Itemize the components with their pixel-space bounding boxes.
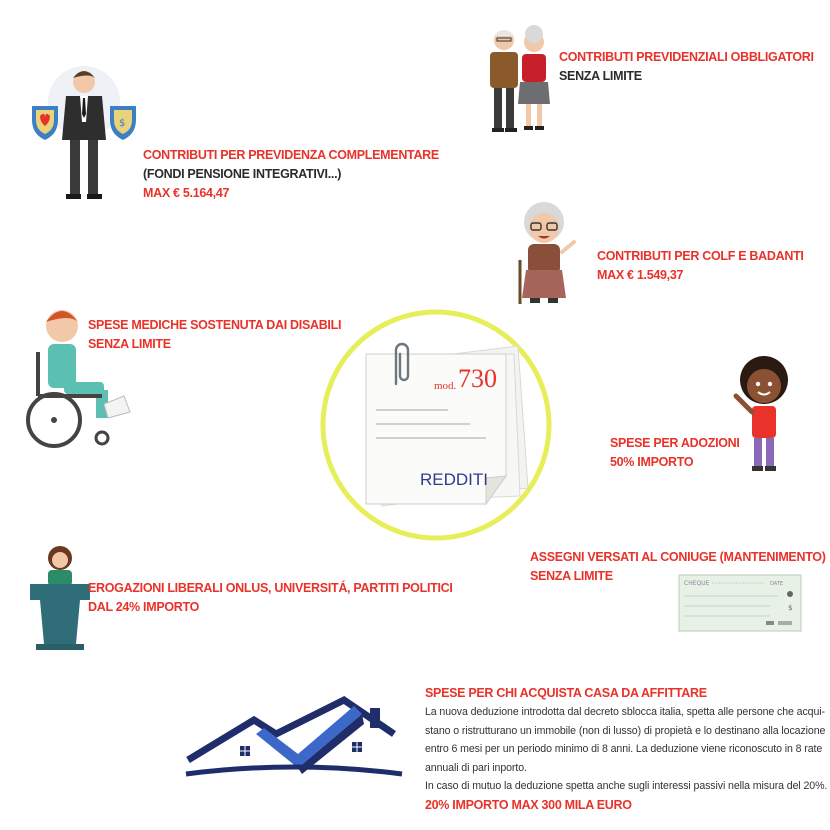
coniuge-limit: SENZA LIMITE [530, 569, 613, 583]
erogazioni-limit: DAL 24% IMPORTO [88, 600, 200, 614]
complementare-subtitle: (FONDI PENSIONE INTEGRATIVI...) [143, 167, 342, 181]
center-circle [318, 306, 558, 546]
previdenziali-title: CONTRIBUTI PREVIDENZIALI OBBLIGATORI [559, 50, 814, 64]
item-complementare [143, 146, 439, 203]
previdenziali-limit: SENZA LIMITE [559, 69, 642, 83]
item-previdenziali [559, 48, 814, 86]
colf-limit: MAX € 1.549,37 [597, 268, 684, 282]
mod-label: mod. [434, 380, 457, 392]
complementare-title: CONTRIBUTI PER PREVIDENZA COMPLEMENTARE [143, 148, 439, 162]
paperclip-icon [388, 340, 414, 388]
item-adozioni [610, 434, 740, 472]
casa-title: SPESE PER CHI ACQUISTA CASA DA AFFITTARE [425, 686, 707, 700]
casa-line-2: stano o ristrutturano un immobile (non di lusso) di propietà e lo destinano alla locazione [425, 724, 826, 737]
colf-title: CONTRIBUTI PER COLF E BADANTI [597, 249, 804, 263]
coniuge-title: ASSEGNI VERSATI AL CONIUGE (MANTENIMENTO) [530, 550, 826, 564]
svg-text:$: $ [119, 118, 126, 129]
mod-number: 730 [458, 364, 497, 393]
item-colf [597, 247, 804, 285]
mediche-title: SPESE MEDICHE SOSTENUTA DAI DISABILI [88, 318, 342, 332]
elderly-couple-icon [484, 24, 554, 136]
speaker-podium-icon [28, 540, 92, 652]
casa-description [425, 703, 827, 796]
item-erogazioni [88, 579, 453, 617]
erogazioni-title: EROGAZIONI LIBERALI ONLUS, UNIVERSITÁ, PARTITI POLITICI [88, 581, 453, 595]
grandmother-icon [512, 200, 582, 308]
casa-footer: 20% IMPORTO MAX 300 MILA EURO [425, 798, 632, 812]
cheque-icon [678, 574, 802, 632]
adozioni-title: SPESE PER ADOZIONI [610, 436, 740, 450]
svg-text:DATE: DATE [770, 581, 784, 587]
casa-line-3: entro 6 mesi per un periodo minimo di 8 anni. La deduzione viene riconoscuto in 8 rate [425, 743, 823, 756]
item-mediche [88, 316, 341, 354]
casa-line-5: In caso di mutuo la deduzione spetta anche sugli interessi passivi nella misura del 20%. [425, 780, 828, 793]
svg-text:CHEQUE: CHEQUE [684, 580, 710, 587]
note-title: REDDITI [420, 470, 488, 489]
mediche-limit: SENZA LIMITE [88, 337, 171, 351]
adozioni-limit: 50% IMPORTO [610, 455, 694, 469]
businessman-shields-icon [28, 62, 140, 202]
svg-text:$: $ [788, 604, 793, 612]
casa-line-1: La nuova deduzione introdotta dal decreto sblocca italia, spetta alle persone che acqui- [425, 706, 825, 718]
house-icon [184, 694, 404, 782]
casa-line-4: annuali di pari inporto. [425, 761, 527, 774]
complementare-limit: MAX € 5.164,47 [143, 186, 230, 200]
